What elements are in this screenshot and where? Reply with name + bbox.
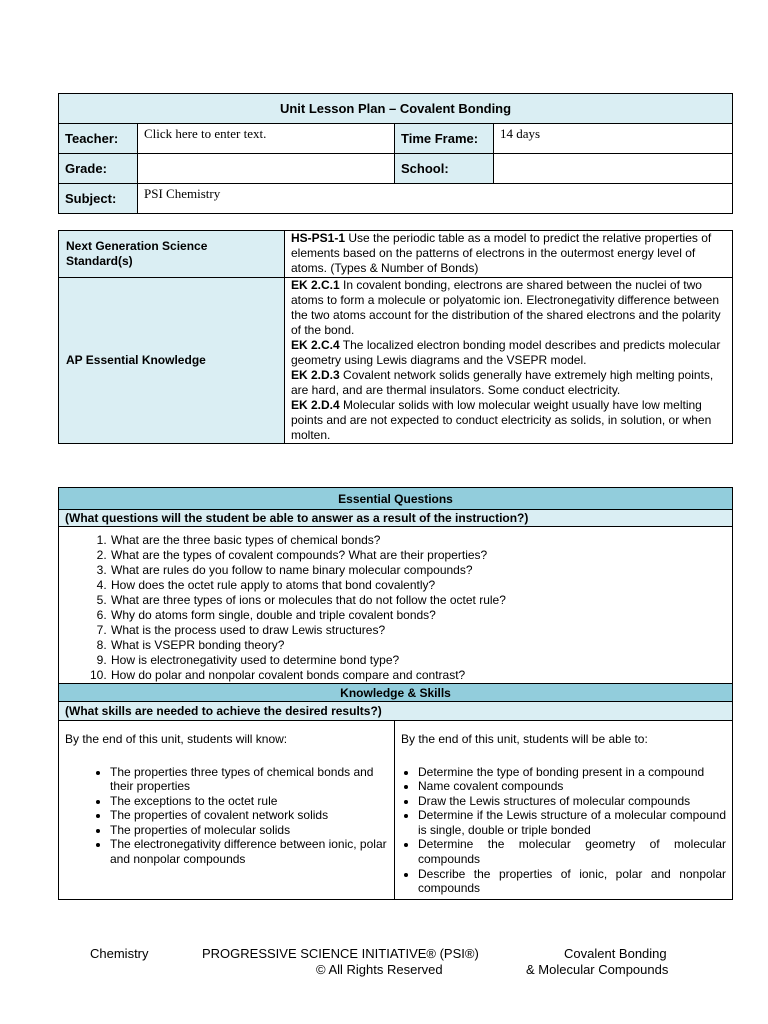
students-able-cell bbox=[395, 721, 733, 900]
essential-questions-list bbox=[59, 533, 732, 683]
school-label: School: bbox=[395, 154, 494, 184]
students-know-intro: By the end of this unit, students will know: bbox=[65, 732, 288, 746]
ap-item bbox=[291, 338, 726, 368]
grade-field[interactable] bbox=[138, 154, 395, 184]
ap-knowledge-text bbox=[285, 278, 733, 444]
ap-item-code: EK 2.C.1 bbox=[291, 278, 340, 292]
ap-item-text: Molecular solids with low molecular weight usually have low melting points and are not expected to conduct electricity as solids, in solution, or when molten. bbox=[291, 398, 712, 442]
students-able-intro: By the end of this unit, students will be able to: bbox=[401, 732, 648, 746]
list-item: • The properties of covalent network solids bbox=[110, 808, 388, 823]
subject-field[interactable]: PSI Chemistry bbox=[138, 184, 733, 214]
essential-questions-subtitle: (What questions will the student be able to answer as a result of the instruction?) bbox=[59, 510, 733, 527]
list-item: 3. What are rules do you follow to name binary molecular compounds? bbox=[110, 563, 732, 578]
list-item: 8. What is VSEPR bonding theory? bbox=[110, 638, 732, 653]
ap-item-code: EK 2.C.4 bbox=[291, 338, 340, 352]
list-item: 4. How does the octet rule apply to atoms that bond covalently? bbox=[110, 578, 732, 593]
students-able-list bbox=[401, 765, 726, 896]
ngss-description: Use the periodic table as a model to predict the relative properties of elements based on the patterns of electrons in the outermost energy level of atoms. (Types & Number of Bonds) bbox=[291, 231, 712, 275]
list-item: • Draw the Lewis structures of molecular compounds bbox=[418, 794, 726, 809]
knowledge-skills-title: Knowledge & Skills bbox=[59, 684, 733, 702]
unit-title: Unit Lesson Plan – Covalent Bonding bbox=[59, 94, 733, 124]
list-item: • The properties of molecular solids bbox=[110, 823, 388, 838]
ap-item bbox=[291, 368, 726, 398]
ngss-label: Next Generation Science Standard(s) bbox=[59, 231, 285, 278]
subject-label: Subject: bbox=[59, 184, 138, 214]
list-item: • The electronegativity difference between ionic, polar and nonpolar compounds bbox=[110, 837, 388, 866]
list-item: 10. How do polar and nonpolar covalent bonds compare and contrast? bbox=[110, 668, 732, 683]
footer-organization: PROGRESSIVE SCIENCE INITIATIVE® (PSI®) bbox=[202, 946, 479, 961]
standards-table bbox=[58, 230, 733, 444]
essential-questions-title: Essential Questions bbox=[59, 488, 733, 510]
ap-item bbox=[291, 278, 726, 338]
list-item: 9. How is electronegativity used to determine bond type? bbox=[110, 653, 732, 668]
teacher-label: Teacher: bbox=[59, 124, 138, 154]
ngss-code: HS-PS1-1 bbox=[291, 231, 346, 245]
list-item: • Determine the type of bonding present in a compound bbox=[418, 765, 726, 780]
footer-subject: Chemistry bbox=[90, 946, 149, 961]
footer-copyright: © All Rights Reserved bbox=[316, 962, 443, 977]
list-item: 5. What are three types of ions or molecules that do not follow the octet rule? bbox=[110, 593, 732, 608]
list-item: • Determine the molecular geometry of molecular compounds bbox=[418, 837, 726, 866]
grade-label: Grade: bbox=[59, 154, 138, 184]
knowledge-skills-subtitle: (What skills are needed to achieve the desired results?) bbox=[59, 702, 733, 721]
ngss-text bbox=[285, 231, 733, 278]
school-field[interactable] bbox=[494, 154, 733, 184]
ap-item bbox=[291, 398, 726, 443]
timeframe-field[interactable]: 14 days bbox=[494, 124, 733, 154]
list-item: 1. What are the three basic types of chemical bonds? bbox=[110, 533, 732, 548]
students-know-list bbox=[65, 765, 388, 867]
list-item: 6. Why do atoms form single, double and triple covalent bonds? bbox=[110, 608, 732, 623]
teacher-field[interactable]: Click here to enter text. bbox=[138, 124, 395, 154]
list-item: • The properties three types of chemical bonds and their properties bbox=[110, 765, 388, 794]
list-item: 2. What are the types of covalent compounds? What are their properties? bbox=[110, 548, 732, 563]
footer-unit-line1: Covalent Bonding bbox=[564, 946, 667, 961]
list-item: • Describe the properties of ionic, polar and nonpolar compounds bbox=[418, 867, 726, 896]
list-item: • Name covalent compounds bbox=[418, 779, 726, 794]
ap-knowledge-label: AP Essential Knowledge bbox=[59, 278, 285, 444]
ap-item-text: Covalent network solids generally have extremely high melting points, are hard, and are thermal insulators. Some conduct electricity. bbox=[291, 368, 714, 397]
questions-skills-table bbox=[58, 487, 733, 900]
essential-questions-cell bbox=[59, 527, 733, 684]
ap-item-code: EK 2.D.4 bbox=[291, 398, 340, 412]
students-know-cell bbox=[59, 721, 395, 900]
timeframe-label: Time Frame: bbox=[395, 124, 494, 154]
ap-item-text: In covalent bonding, electrons are shared between the nuclei of two atoms to form a molecule or polyatomic ion. Electronegativity difference between the two atoms account for the distribution of the shared electrons and the polarity of the bond. bbox=[291, 278, 721, 337]
ap-item-code: EK 2.D.3 bbox=[291, 368, 340, 382]
list-item: • Determine if the Lewis structure of a molecular compound is single, double or triple bonded bbox=[418, 808, 726, 837]
ap-item-text: The localized electron bonding model describes and predicts molecular geometry using Lewis diagrams and the VSEPR model. bbox=[291, 338, 721, 367]
footer-unit-line2: & Molecular Compounds bbox=[526, 962, 669, 977]
list-item: 7. What is the process used to draw Lewis structures? bbox=[110, 623, 732, 638]
list-item: • The exceptions to the octet rule bbox=[110, 794, 388, 809]
lesson-plan-header-table bbox=[58, 93, 733, 214]
